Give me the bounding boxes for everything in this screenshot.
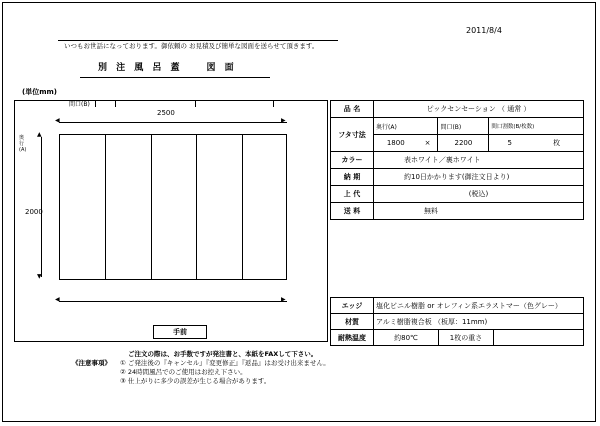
depth-dimension: 2000 <box>25 208 43 216</box>
notes-heading: 《注意事項》 <box>72 359 111 367</box>
heat-value: 約80℃ <box>374 330 439 346</box>
maguchi-label: 間口(B) <box>69 101 90 108</box>
unit-label: (単位mm) <box>22 88 57 96</box>
arrow-head-left: ◀ <box>55 296 60 303</box>
material-label: 材質 <box>331 314 374 330</box>
weight-label: 1枚の重さ <box>439 330 494 346</box>
note-item: ③ 仕上がりに多少の誤差が生じる場合があります。 <box>120 377 271 385</box>
arrow-head-left: ◀ <box>55 117 60 124</box>
product-label: 品 名 <box>331 101 374 118</box>
size-header-a: 奥行(A) <box>374 118 438 135</box>
arrow-head-right: ▶ <box>281 296 286 303</box>
lid-panels <box>59 134 287 280</box>
size-header-split: 間口割数(B/枚数) <box>489 118 584 135</box>
maguchi-tick <box>273 101 274 107</box>
size-times: × <box>418 135 438 152</box>
arrow-head-right: ▶ <box>281 117 286 124</box>
color-value: 表ホワイト／裏ホワイト <box>374 152 584 169</box>
arrow-head-down: ▼ <box>37 273 42 280</box>
weight-value <box>494 330 584 346</box>
panel-divider <box>196 135 197 279</box>
okuyuki-label: 奥行(A) <box>19 135 27 153</box>
lid-drawing <box>14 100 328 342</box>
front-label: 手前 <box>153 325 207 339</box>
edge-value: 塩化ビニル樹脂 or オレフィン系エラストマー（色グレー） <box>374 298 584 314</box>
document-date: 2011/8/4 <box>466 26 502 35</box>
title-underline <box>80 77 270 78</box>
material-table <box>330 297 584 346</box>
maguchi-tick <box>95 101 96 107</box>
price-value: (税込) <box>374 186 584 203</box>
size-label: フタ寸法 <box>331 118 374 152</box>
delivery-label: 納 期 <box>331 169 374 186</box>
maguchi-tick <box>195 101 196 107</box>
spec-table <box>330 100 584 220</box>
price-label: 上 代 <box>331 186 374 203</box>
product-value: ピックセンセーション （ 通常 ） <box>374 101 584 118</box>
shipping-value: 無料 <box>374 203 584 220</box>
panel-count: 5 <box>489 135 530 152</box>
document-title: 別 注 風 呂 蓋 図 面 <box>98 63 237 73</box>
panel-divider <box>105 135 106 279</box>
intro-text: いつもお世話になっております。御依頼の お見積及び簡単な図面を送らせて頂きます。 <box>64 42 319 50</box>
shipping-label: 送 料 <box>331 203 374 220</box>
material-value: アルミ樹脂複合板 （板厚：11mm) <box>374 314 584 330</box>
bottom-width-arrow <box>59 301 287 302</box>
edge-label: エッジ <box>331 298 374 314</box>
color-label: カラー <box>331 152 374 169</box>
heat-label: 耐熱温度 <box>331 330 374 346</box>
panel-divider <box>151 135 152 279</box>
size-b-value: 2200 <box>438 135 489 152</box>
note-item: ② 24時間風呂でのご使用はお控え下さい。 <box>120 368 247 376</box>
width-arrow <box>59 122 287 123</box>
panel-unit: 枚 <box>530 135 583 152</box>
note-item: ① ご発注後の『キャンセル』『変更修正』『返品』はお受け出来ません。 <box>120 359 330 367</box>
maguchi-tick <box>115 101 116 107</box>
arrow-head-up: ▲ <box>37 131 42 138</box>
top-rule <box>58 40 338 41</box>
notes-block <box>58 350 330 386</box>
order-instruction: ご注文の際は、お手数ですが発注書と、本紙をFAXして下さい。 <box>128 350 318 358</box>
width-dimension: 2500 <box>157 109 175 117</box>
size-header-b: 間口(B) <box>438 118 489 135</box>
size-a-value: 1800 <box>374 135 418 152</box>
delivery-value: 約10日かかります(御注文日より) <box>374 169 584 186</box>
panel-divider <box>242 135 243 279</box>
depth-arrow <box>41 137 42 277</box>
